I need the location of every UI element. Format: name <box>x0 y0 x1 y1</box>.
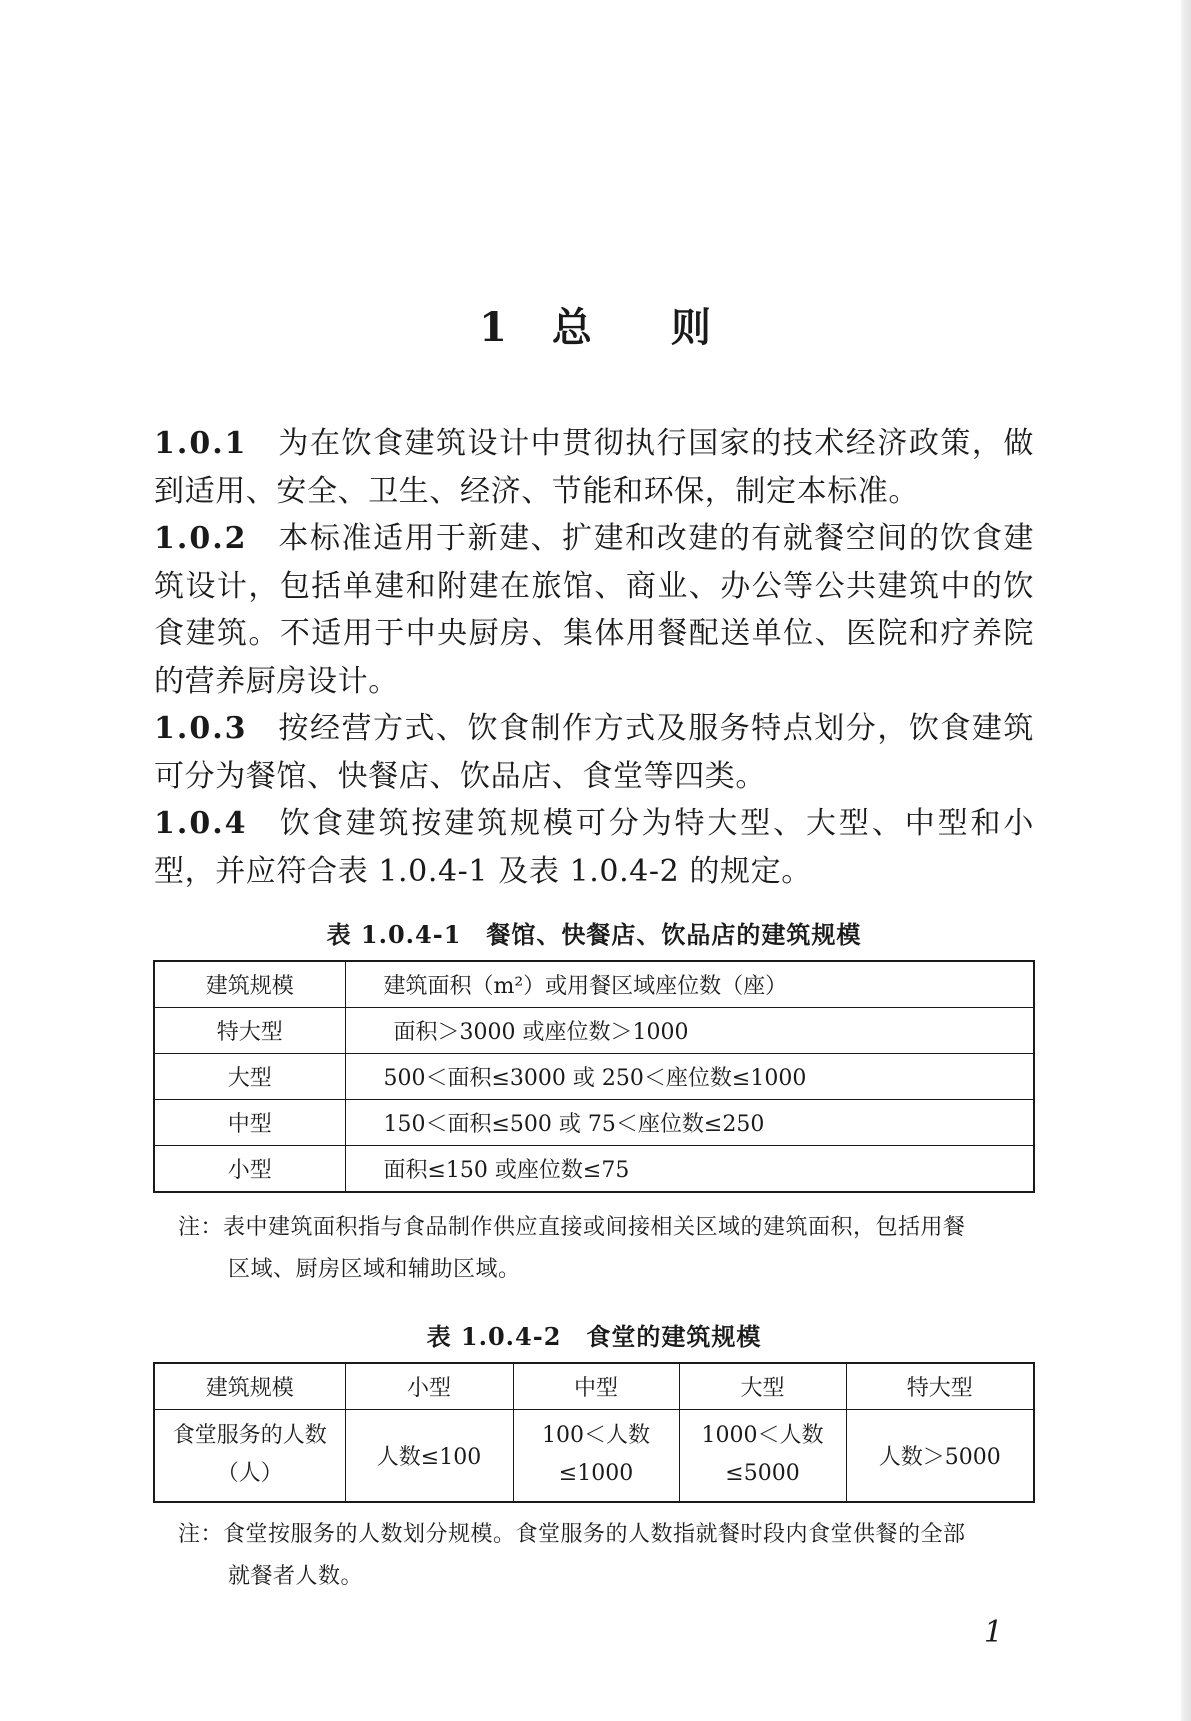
table-header-cell: 中型 <box>513 1363 679 1410</box>
table-header-cell: 小型 <box>345 1363 513 1410</box>
note-line: 区域、厨房区域和辅助区域。 <box>228 1257 521 1282</box>
table-cell: 中型 <box>154 1100 345 1146</box>
clause-list <box>154 420 1034 895</box>
page-number: 1 <box>983 1615 1003 1650</box>
note-line: 就餐者人数。 <box>228 1564 364 1589</box>
table-cell: 人数＞5000 <box>846 1410 1034 1502</box>
table-row <box>154 1146 1034 1193</box>
cell-line: 1000＜人数 <box>701 1423 824 1449</box>
table-cell: 大型 <box>154 1054 345 1100</box>
table-cell: 150＜面积≤500 或 75＜座位数≤250 <box>345 1100 1034 1146</box>
cell-line: 100＜人数 <box>542 1423 650 1449</box>
table-1-caption: 表 1.0.4-1 餐馆、快餐店、饮品店的建筑规模 <box>326 920 862 949</box>
table-2 <box>153 1362 1035 1503</box>
clause-1-0-3 <box>154 705 1034 800</box>
table-2-caption: 表 1.0.4-2 食堂的建筑规模 <box>426 1322 762 1351</box>
chapter-title-word-1: 总 <box>551 304 593 351</box>
clause-number: 1.0.1 <box>154 426 248 461</box>
table-header-cell: 建筑规模 <box>154 1363 345 1410</box>
table-cell <box>154 1410 345 1502</box>
table-cell <box>513 1410 679 1502</box>
table-row <box>154 1008 1034 1054</box>
clause-text: 本标准适用于新建、扩建和改建的有就餐空间的饮食建筑设计，包括单建和附建在旅馆、商业、办公等公共建筑中的饮食建筑。不适用于中央厨房、集体用餐配送单位、医院和疗养院的营养厨房设计。 <box>154 521 1034 699</box>
table-header-cell: 大型 <box>679 1363 846 1410</box>
table-row <box>154 1410 1034 1502</box>
table-cell: 面积＞3000 或座位数＞1000 <box>345 1008 1034 1054</box>
clause-number: 1.0.3 <box>154 711 248 746</box>
note-line: 注：食堂按服务的人数划分规模。食堂服务的人数指就餐时段内食堂供餐的全部 <box>178 1522 966 1547</box>
clause-text: 为在饮食建筑设计中贯彻执行国家的技术经济政策，做到适用、安全、卫生、经济、节能和环保，制定本标准。 <box>154 426 1034 509</box>
table-cell <box>679 1410 846 1502</box>
note-line: 注：表中建筑面积指与食品制作供应直接或间接相关区域的建筑面积，包括用餐 <box>178 1215 966 1240</box>
table-cell: 特大型 <box>154 1008 345 1054</box>
table-row <box>154 1100 1034 1146</box>
table-row <box>154 961 1034 1008</box>
cell-line: 食堂服务的人数 <box>172 1423 327 1449</box>
chapter-number: 1 <box>479 304 508 351</box>
chapter-title <box>0 296 1191 353</box>
table-header-cell: 建筑规模 <box>154 961 345 1008</box>
table-cell: 面积≤150 或座位数≤75 <box>345 1146 1034 1193</box>
table-row <box>154 1363 1034 1410</box>
table-2-note <box>178 1514 1034 1598</box>
table-cell: 小型 <box>154 1146 345 1193</box>
chapter-title-word-2: 则 <box>670 304 712 351</box>
table-header-cell: 特大型 <box>846 1363 1034 1410</box>
clause-text: 饮食建筑按建筑规模可分为特大型、大型、中型和小型，并应符合表 1.0.4-1 及表 1.0.4-2 的规定。 <box>154 806 1034 889</box>
table-1-note <box>178 1207 1034 1291</box>
cell-line: ≤5000 <box>725 1461 800 1487</box>
table-header-cell: 建筑面积（m²）或用餐区域座位数（座） <box>345 961 1034 1008</box>
clause-1-0-4 <box>154 800 1034 895</box>
page-edge-shadow <box>1181 0 1191 1721</box>
table-row <box>154 1054 1034 1100</box>
table-cell: 500＜面积≤3000 或 250＜座位数≤1000 <box>345 1054 1034 1100</box>
cell-line: ≤1000 <box>558 1461 634 1487</box>
cell-line: （人） <box>216 1461 283 1487</box>
clause-number: 1.0.2 <box>154 521 248 556</box>
table-1 <box>153 960 1035 1193</box>
clause-number: 1.0.4 <box>154 806 248 841</box>
table-cell: 人数≤100 <box>345 1410 513 1502</box>
clause-text: 按经营方式、饮食制作方式及服务特点划分，饮食建筑可分为餐馆、快餐店、饮品店、食堂等四类。 <box>154 711 1034 794</box>
clause-1-0-2 <box>154 515 1034 705</box>
clause-1-0-1 <box>154 420 1034 515</box>
